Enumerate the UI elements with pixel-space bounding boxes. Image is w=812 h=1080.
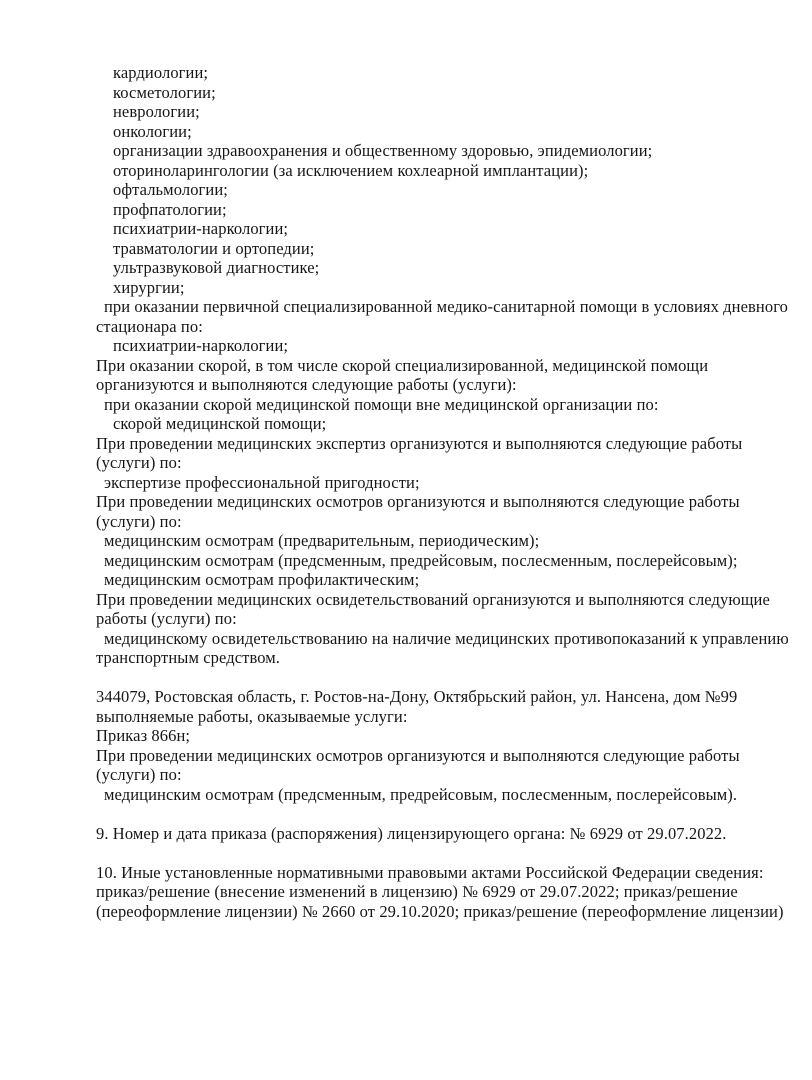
text-line: организации здравоохранения и общественному здоровью, эпидемиологии; [113, 141, 653, 160]
text-line: травматологии и ортопедии; [113, 238, 315, 258]
text-line: работы (услуги) по: [96, 609, 237, 628]
text-line: неврологии; [113, 102, 200, 121]
text-line: косметологии; [113, 82, 216, 102]
text-line: медицинскому освидетельствованию на наличие медицинских противопоказаний к управлению [104, 628, 789, 648]
text-line: 9. Номер и дата приказа (распоряжения) лицензирующего органа: № 6929 от 29.07.2022. [96, 823, 727, 843]
text-line: при оказании первичной специализированной медико-санитарной помощи в условиях дневного [104, 297, 788, 316]
document-text-block [96, 63, 796, 921]
text-line: хирургии; [113, 277, 185, 297]
text-line: Приказ 866н; [96, 726, 191, 745]
text-line: ультразвуковой диагностике; [113, 258, 320, 277]
text-line: кардиологии; [113, 63, 209, 82]
text-line: При проведении медицинских осмотров организуются и выполняются следующие работы [96, 492, 740, 511]
text-line: онкологии; [113, 121, 192, 141]
text-line: медицинским осмотрам (предварительным, периодическим); [104, 531, 540, 550]
text-line: (переоформление лицензии) № 2660 от 29.10.2020; приказ/решение (переоформление лицензии) [96, 901, 784, 921]
text-line: (услуги) по: [96, 453, 182, 472]
text-line: психиатрии-наркологии; [113, 219, 289, 238]
text-line: При оказании скорой, в том числе скорой специализированной, медицинской помощи [96, 355, 709, 375]
text-line: 344079, Ростовская область, г. Ростов-на-Дону, Октябрьский район, ул. Нансена, дом №99 [96, 687, 738, 706]
text-line: 10. Иные установленные нормативными правовыми актами Российской Федерации сведения: [96, 862, 764, 882]
text-line [96, 668, 796, 688]
text-line: медицинским осмотрам (предсменным, предрейсовым, послесменным, послерейсовым). [104, 784, 738, 804]
text-line: при оказании скорой медицинской помощи вне медицинской организации по: [104, 394, 659, 414]
text-line: медицинским осмотрам (предсменным, предрейсовым, послесменным, послерейсовым); [104, 550, 738, 570]
text-line: профпатологии; [113, 199, 227, 219]
text-line: транспортным средством. [96, 648, 281, 667]
text-line: приказ/решение (внесение изменений в лицензию) № 6929 от 29.07.2022; приказ/решение [96, 882, 738, 901]
text-line: При проведении медицинских освидетельствований организуются и выполняются следующие [96, 589, 770, 609]
text-line: офтальмологии; [113, 180, 228, 199]
text-line [96, 843, 796, 863]
text-line: медицинским осмотрам профилактическим; [104, 570, 420, 589]
text-line [96, 804, 796, 824]
text-line: стационара по: [96, 316, 203, 336]
text-line: При проведении медицинских экспертиз организуются и выполняются следующие работы [96, 433, 743, 453]
text-line: (услуги) по: [96, 765, 182, 784]
text-line: экспертизе профессиональной пригодности; [104, 472, 420, 492]
text-line: При проведении медицинских осмотров организуются и выполняются следующие работы [96, 745, 740, 765]
text-line: организуются и выполняются следующие работы (услуги): [96, 375, 517, 394]
text-line: оториноларингологии (за исключением кохлеарной имплантации); [113, 160, 589, 180]
text-line: скорой медицинской помощи; [113, 414, 327, 433]
text-line: психиатрии-наркологии; [113, 336, 289, 355]
text-line: выполняемые работы, оказываемые услуги: [96, 706, 408, 726]
text-line: (услуги) по: [96, 511, 182, 531]
